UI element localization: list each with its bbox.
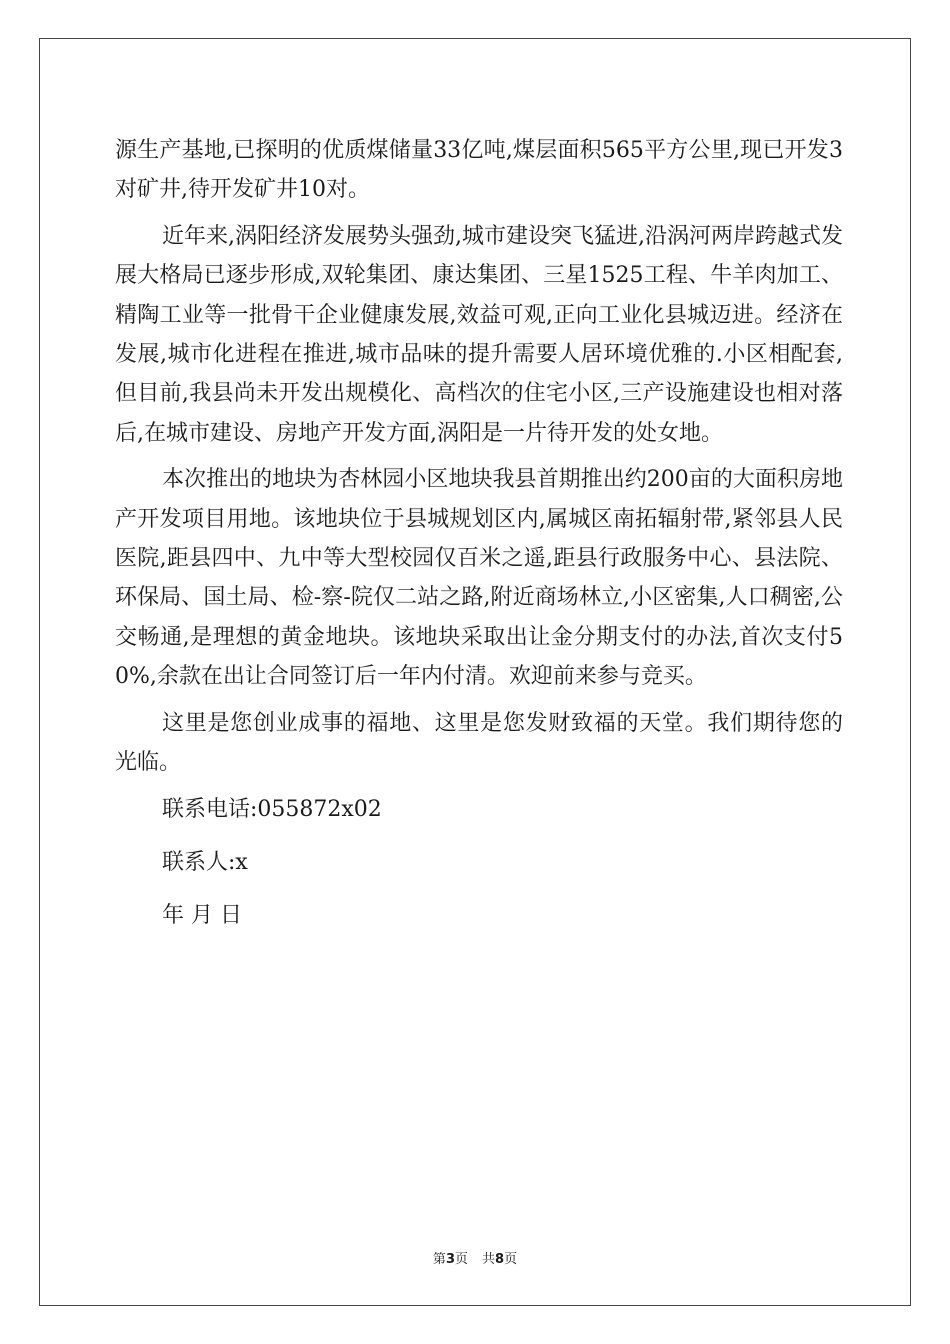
- contact-phone: 联系电话:055872x02: [162, 796, 382, 822]
- footer-total-suffix: 页: [504, 1252, 518, 1267]
- document-date: 年 月 日: [162, 903, 242, 929]
- paragraph-land-plot: 本次推出的地块为杏林园小区地块我县首期推出约200亩的大面积房地产开发项目用地。该地块位于县城规划区内,属城区南拓辐射带,紧邻县人民医院,距县四中、九中等大型校园仅百米之遥,距县行政服务中心、县法院、环保局、国土局、检-察-院仅二站之路,附近商场林立,小区密集,人口稠密,公交畅通,是理想的黄金地块。该地块采取出让金分期支付的办法,首次支付50%,余款在出让合同签订后一年内付清。欢迎前来参与竞买。: [115, 467, 843, 690]
- document-body: [115, 131, 843, 950]
- footer-page-mid: 页: [454, 1252, 468, 1267]
- paragraph-welcome: 这里是您创业成事的福地、这里是您发财致福的天堂。我们期待您的光临。: [115, 710, 843, 776]
- paragraph-economy: 近年来,涡阳经济发展势头强劲,城市建设突飞猛进,沿涡河两岸跨越式发展大格局已逐步形成,双轮集团、康达集团、三星1525工程、牛羊肉加工、精陶工业等一批骨干企业健康发展,效益可观,正向工业化县城迈进。经济在发展,城市化进程在推进,城市品味的提升需要人居环境优雅的.小区相配套,但目前,我县尚未开发出规模化、高档次的住宅小区,三产设施建设也相对落后,在城市建设、房地产开发方面,涡阳是一片待开发的处女地。: [115, 223, 843, 446]
- paragraph-coal-base: 源生产基地,已探明的优质煤储量33亿吨,煤层面积565平方公里,现已开发3对矿井,待开发矿井10对。: [115, 138, 843, 203]
- page-footer: [0, 1248, 950, 1267]
- contact-person: 联系人:x: [162, 849, 248, 875]
- footer-page-current: 3: [445, 1252, 455, 1267]
- footer-page-prefix: 第: [432, 1252, 446, 1267]
- footer-total-prefix: 共: [482, 1252, 496, 1267]
- footer-page-total: 8: [495, 1252, 505, 1267]
